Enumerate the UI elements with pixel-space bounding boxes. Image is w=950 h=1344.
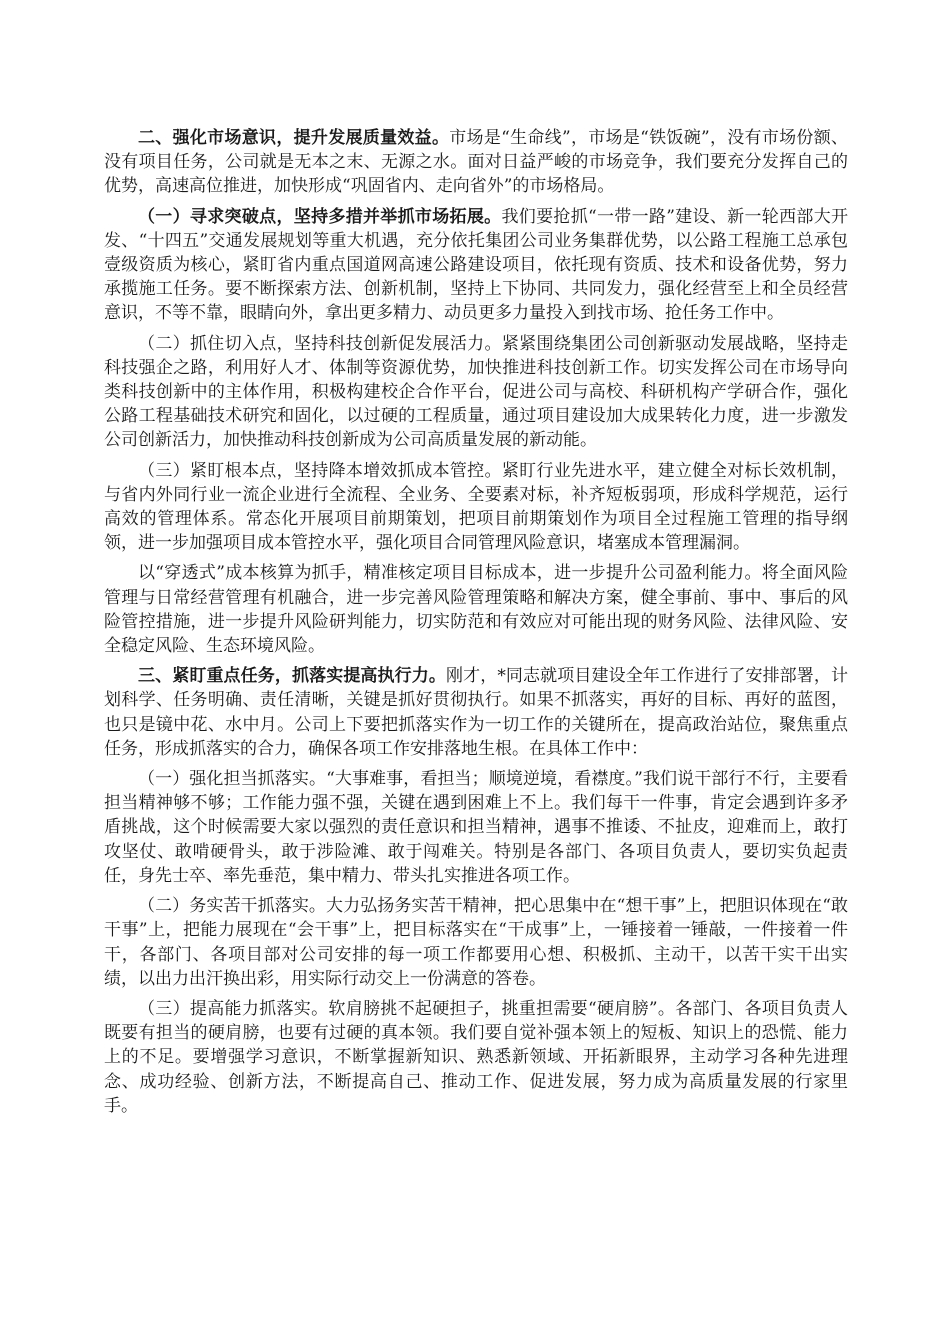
- paragraph-text: （二）务实苦干抓落实。大力弘扬务实苦干精神，把心思集中在“想干事”上，把胆识体现在“敢干事”上，把能力展现在“会干事”上，把目标落实在“干成事”上，一锤接着一锤敲，一件接着一件干，各部门、各项目部对公司安排的每一项工作都要用心想、积极抓、主动干，以苦干实干出实绩，以出力出汗换出彩，用实际行动交上一份满意的答卷。: [104, 896, 848, 989]
- paragraph-text: 刚才，*同志就项目建设全年工作进行了安排部署，计划科学、任务明确、责任清晰，关键是抓好贯彻执行。如果不抓落实，再好的目标、再好的蓝图，也只是镜中花、水中月。公司上下要把抓落实作为一切工作的关键所在，提高政治站位，聚焦重点任务，形成抓落实的合力，确保各项工作安排落地生根。在具体工作中：: [104, 666, 849, 759]
- subsection-responsibility-paragraph: [104, 767, 848, 888]
- subsection-tech-paragraph: [104, 332, 848, 453]
- paragraph-text: 以“穿透式”成本核算为抓手，精准核定项目目标成本，进一步提升公司盈利能力。将全面风险管理与日常经营管理有机融合，进一步完善风险管理策略和解决方案，健全事前、事中、事后的风险管控措施，进一步提升风险研判能力，切实防范和有效应对可能出现的财务风险、法律风险、安全稳定风险、生态环境风险。: [104, 563, 848, 657]
- subsection-ability-paragraph: [104, 997, 848, 1118]
- subsection-market-paragraph: [104, 205, 848, 326]
- paragraph-text: （二）抓住切入点，坚持科技创新促发展活力。紧紧围绕集团公司创新驱动发展战略，坚持走科技强企之路，利用好人才、体制等资源优势，加快推进科技创新工作。切实发挥公司在市场导向类科技创新中的主体作用，积极构建校企合作平台，促进公司与高校、科研机构产学研合作，强化公路工程基础技术研究和固化，以过硬的工程质量，通过项目建设加大成果转化力度，进一步激发公司创新活力，加快推动科技创新成为公司高质量发展的新动能。: [104, 333, 848, 451]
- paragraph-text: 市场是“生命线”，市场是“铁饭碗”，没有市场份额、没有项目任务，公司就是无本之末、无源之水。面对日益严峻的市场竞争，我们要充分发挥自己的优势，高速高位推进，加快形成“巩固省内、走向省外”的市场格局。: [104, 128, 849, 197]
- document-body: [104, 126, 848, 1124]
- subsection-cost-paragraph: [104, 459, 848, 556]
- section-three-heading: 三、紧盯重点任务，抓落实提高执行力。: [138, 666, 446, 687]
- paragraph-text: 我们要抢抓“一带一路”建设、新一轮西部大开发、“十四五”交通发展规划等重大机遇，充分依托集团公司业务集群优势，以公路工程施工总承包壹级资质为核心，紧盯省内重点国道网高速公路建设项目，依托现有资质、技术和设备优势，努力承揽施工任务。要不断探索方法、创新机制，坚持上下协同、共同发力，强化经营至上和全员经营意识，不等不靠，眼睛向外，拿出更多精力、动员更多力量投入到找市场、抢任务工作中。: [104, 206, 849, 324]
- subsection-hardwork-paragraph: [104, 894, 848, 991]
- section-two-heading: 二、强化市场意识，提升发展质量效益。: [138, 128, 450, 148]
- paragraph-text: （一）强化担当抓落实。“大事难事，看担当；顺境逆境，看襟度。”我们说干部行不行，主要看担当精神够不够；工作能力强不强，关键在遇到困难上不上。我们每干一件事，肯定会遇到许多矛盾挑战，这个时候需要大家以强烈的责任意识和担当精神，遇事不推诿、不扯皮，迎难而上，敢打攻坚仗、敢啃硬骨头，敢于涉险滩、敢于闯难关。特别是各部门、各项目负责人，要切实负起责任，身先士卒、率先垂范，集中精力、带头扎实推进各项工作。: [104, 769, 848, 886]
- subsection-market-heading: （一）寻求突破点，坚持多措并举抓市场拓展。: [138, 206, 502, 227]
- section-two-paragraph: [104, 126, 848, 199]
- paragraph-text: （三）提高能力抓落实。软肩膀挑不起硬担子，挑重担需要“硬肩膀”。各部门、各项目负责人既要有担当的硬肩膀，也要有过硬的真本领。我们要自觉补强本领上的短板、知识上的恐慌、能力上的不足。要增强学习意识，不断掌握新知识、熟悉新领域、开拓新眼界，主动学习各种先进理念、成功经验、创新方法，不断提高自己、推动工作、促进发展，努力成为高质量发展的行家里手。: [104, 998, 848, 1116]
- section-three-paragraph: [104, 664, 848, 761]
- risk-paragraph: [104, 561, 848, 658]
- paragraph-text: （三）紧盯根本点，坚持降本增效抓成本管控。紧盯行业先进水平，建立健全对标长效机制，与省内外同行业一流企业进行全流程、全业务、全要素对标，补齐短板弱项，形成科学规范，运行高效的管理体系。常态化开展项目前期策划，把项目前期策划作为项目全过程施工管理的指导纲领，进一步加强项目成本管控水平，强化项目合同管理风险意识，堵塞成本管理漏洞。: [104, 460, 848, 554]
